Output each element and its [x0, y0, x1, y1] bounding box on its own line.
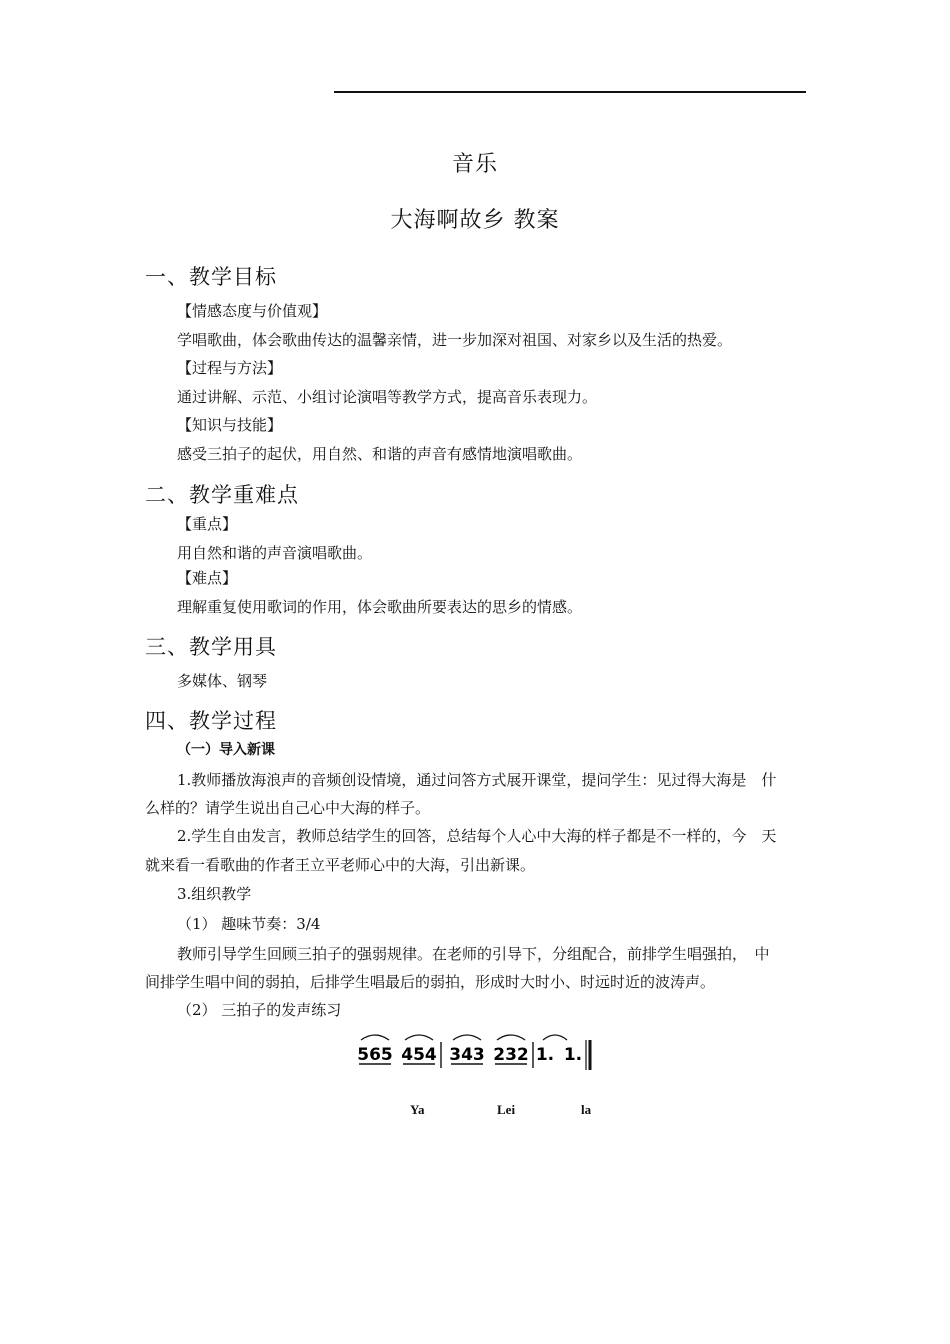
slur-3: [453, 1035, 481, 1040]
lesson-title: 大海啊故乡 教案: [390, 208, 560, 233]
difficulty-label: 【难点】: [177, 569, 238, 587]
process-text-2a: 2.学生自由发言，教师总结学生的回答，总结每个人心中大海的样子都是不一样的，今 天: [177, 827, 777, 845]
note-group-5: 1.: [535, 1045, 555, 1065]
objective-label-skills: 【知识与技能】: [177, 416, 283, 434]
rhythm-item: （1） 趣味节奏：3/4: [177, 915, 321, 933]
vocal-exercise-item: （2） 三拍子的发声练习: [177, 1001, 342, 1019]
slur-5: [543, 1035, 567, 1040]
lyric-la: la: [581, 1102, 592, 1117]
lyric-ya: Ya: [410, 1102, 425, 1117]
note-group-4: 232: [493, 1045, 529, 1065]
key-point-label: 【重点】: [177, 515, 238, 533]
rhythm-text-a: 教师引导学生回顾三拍子的强弱规律。在老师的引导下，分组配合，前排学生唱强拍， 中: [177, 945, 770, 963]
subheading-intro: （一）导入新课: [177, 742, 275, 758]
note-group-2: 454: [401, 1045, 437, 1065]
key-point-text: 用自然和谐的声音演唱歌曲。: [177, 544, 373, 562]
objective-text-skills: 感受三拍子的起伏，用自然、和谐的声音有感情地演唱歌曲。: [177, 445, 583, 463]
objective-label-process: 【过程与方法】: [177, 359, 283, 377]
section-heading-key-points: 二、教学重难点: [145, 483, 299, 507]
notation-score: [355, 1028, 605, 1076]
section-heading-tools: 三、教学用具: [145, 635, 277, 659]
objective-text-emotion: 学唱歌曲，体会歌曲传达的温馨亲情，进一步加深对祖国、对家乡以及生活的热爱。: [177, 331, 733, 349]
note-group-3: 343: [449, 1045, 485, 1065]
note-group-6: 1.: [563, 1045, 583, 1065]
note-group-1: 565: [357, 1045, 393, 1065]
rhythm-text-b: 间排学生唱中间的弱拍，后排学生唱最后的弱拍，形成时大时小、时远时近的波涛声。: [145, 973, 716, 991]
objective-label-emotion: 【情感态度与价值观】: [177, 302, 328, 320]
slur-2: [405, 1035, 433, 1040]
page-title: 音乐: [451, 152, 498, 177]
header-rule: [334, 91, 806, 93]
difficulty-text: 理解重复使用歌词的作用，体会歌曲所要表达的思乡的情感。: [177, 598, 583, 616]
tools-text: 多媒体、钢琴: [177, 672, 268, 690]
process-text-1b: 么样的？请学生说出自己心中大海的样子。: [145, 799, 431, 817]
lyric-lei: Lei: [497, 1102, 516, 1117]
section-heading-objectives: 一、教学目标: [145, 265, 277, 289]
process-text-3: 3.组织教学: [177, 885, 252, 903]
process-text-1a: 1.教师播放海浪声的音频创设情境，通过问答方式展开课堂，提问学生：见过得大海是 什: [177, 771, 777, 789]
process-text-2b: 就来看一看歌曲的作者王立平老师心中的大海，引出新课。: [145, 856, 536, 874]
section-heading-process: 四、教学过程: [145, 709, 277, 733]
slur-4: [497, 1035, 525, 1040]
slur-1: [361, 1035, 389, 1040]
objective-text-process: 通过讲解、示范、小组讨论演唱等教学方式，提高音乐表现力。: [177, 388, 598, 406]
